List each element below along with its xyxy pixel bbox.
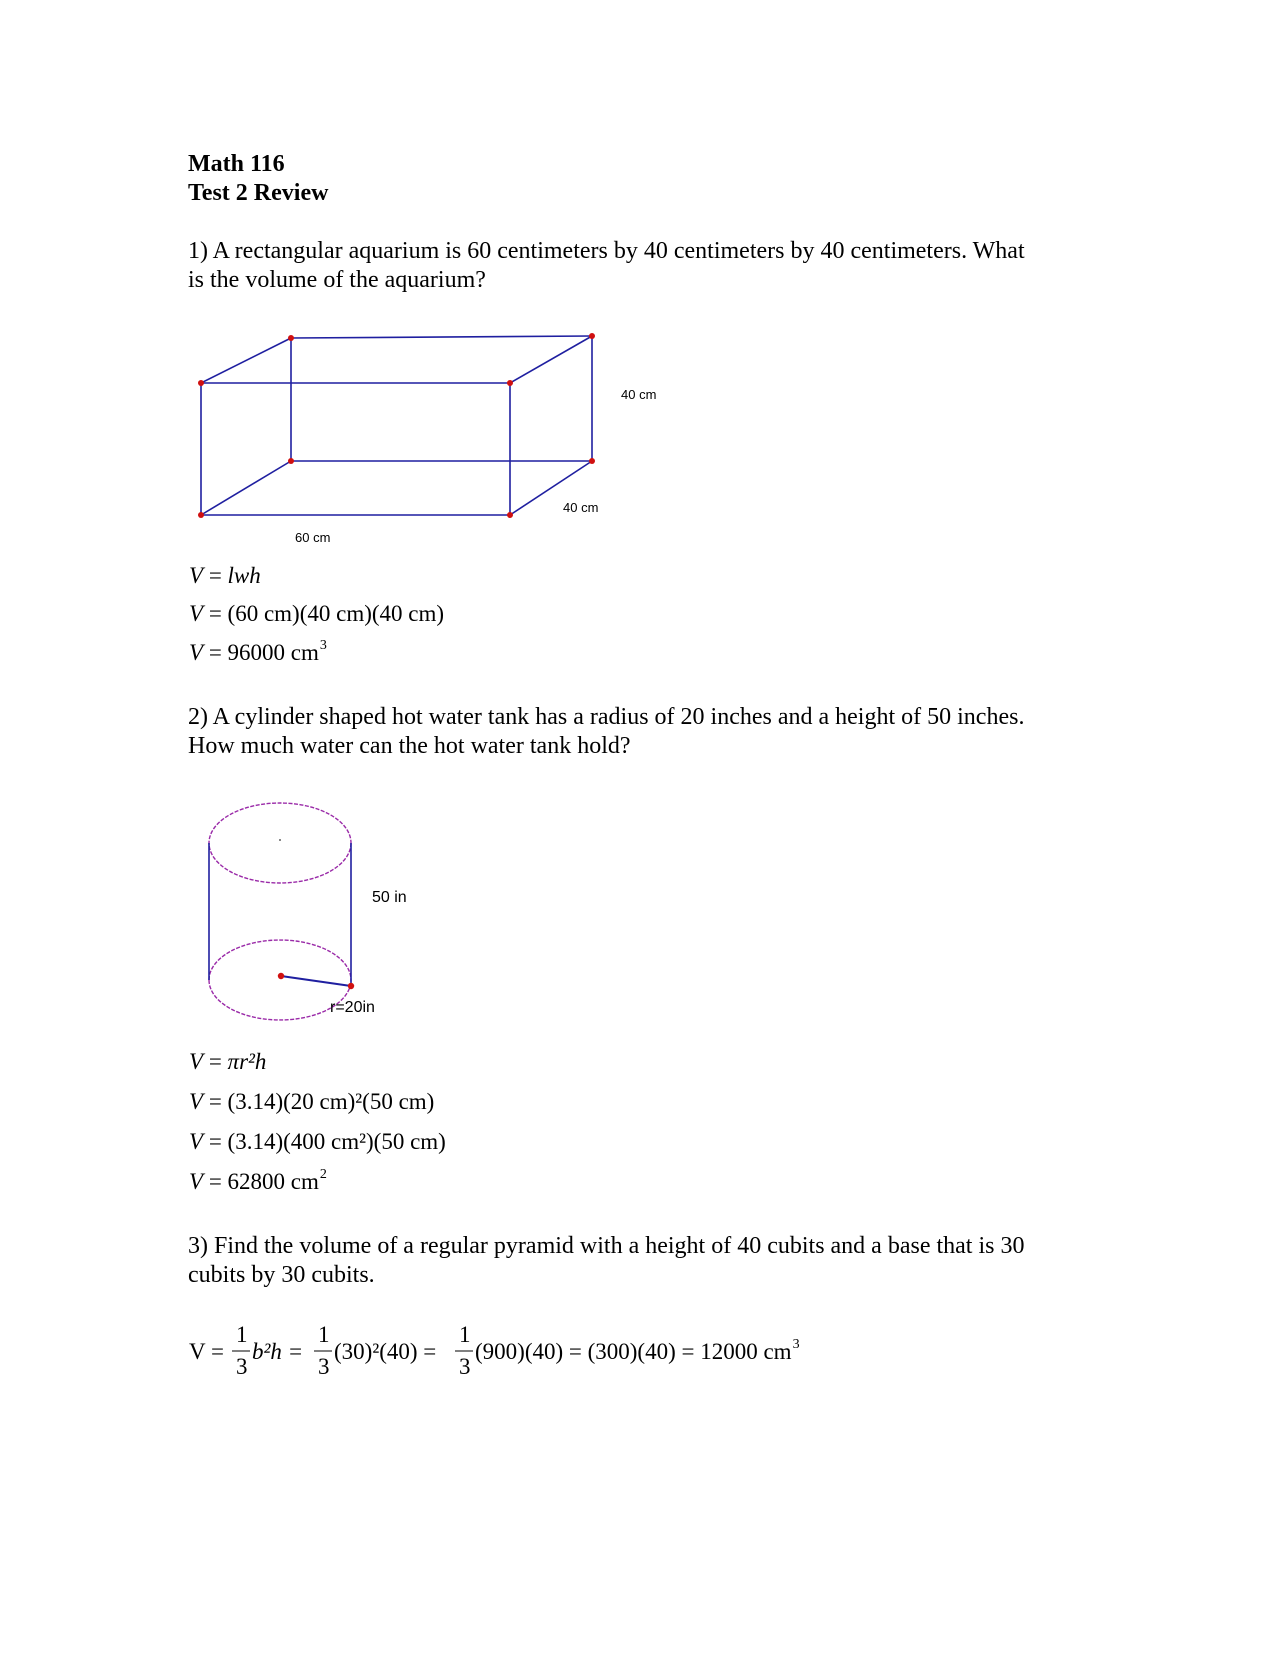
fraction3-denominator: 3 [459,1354,471,1379]
problem3-text-line1: 3) Find the volume of a regular pyramid with a height of 40 cubits and a base that is 30 [188,1233,1025,1259]
fraction1-denominator: 3 [236,1354,248,1379]
course-title: Math 116 [188,151,285,177]
cylinder-figure [209,803,354,1020]
fraction1-numerator: 1 [236,1322,248,1347]
fraction2-numerator: 1 [318,1322,330,1347]
problem3-term3: (900)(40) = (300)(40) = 12000 $cm^3$ [475,1337,800,1364]
rectangular-prism-figure [201,336,592,515]
cylinder-height-label: 50 in [372,889,407,906]
problem1-work-line2: V = (60 cm)(40 cm)(40 cm) [189,601,445,626]
problem3-v-equals: V = [189,1339,224,1364]
problem1-text-line1: 1) A rectangular aquarium is 60 centimeters by 40 centimeters by 40 centimeters. What [188,238,1025,264]
prism-depth-label: 40 cm [563,500,599,515]
cylinder-radius-label: r=20in [330,999,375,1016]
problem1-work-line1: V = lwh [189,563,261,588]
page-title: Test 2 Review [188,180,329,206]
prism-vertex-points [198,333,595,518]
prism-length-label: 60 cm [295,530,331,545]
problem3-text-line2: cubits by 30 cubits. [188,1262,375,1288]
problem2-text-line1: 2) A cylinder shaped hot water tank has a radius of 20 inches and a height of 50 inches. [188,704,1025,730]
problem2-work-line4: V = 62800 $cm^2$ [189,1167,327,1194]
fraction3-numerator: 1 [459,1322,471,1347]
fraction2-denominator: 3 [318,1354,330,1379]
problem1-work-line3: V = 96000 $cm^3$ [189,638,327,665]
problem3-term1: b²h = [252,1339,304,1364]
problem3-term2: (30)²(40) = [334,1339,437,1364]
problem2-text-line2: How much water can the hot water tank hold? [188,733,631,759]
prism-height-label: 40 cm [621,387,657,402]
problem2-work-line3: V = (3.14)(400 cm²)(50 cm) [189,1129,446,1154]
problem2-work-line2: V = (3.14)(20 cm)²(50 cm) [189,1089,435,1114]
problem1-text-line2: is the volume of the aquarium? [188,267,486,293]
problem2-work-line1: V = πr²h [189,1049,267,1074]
